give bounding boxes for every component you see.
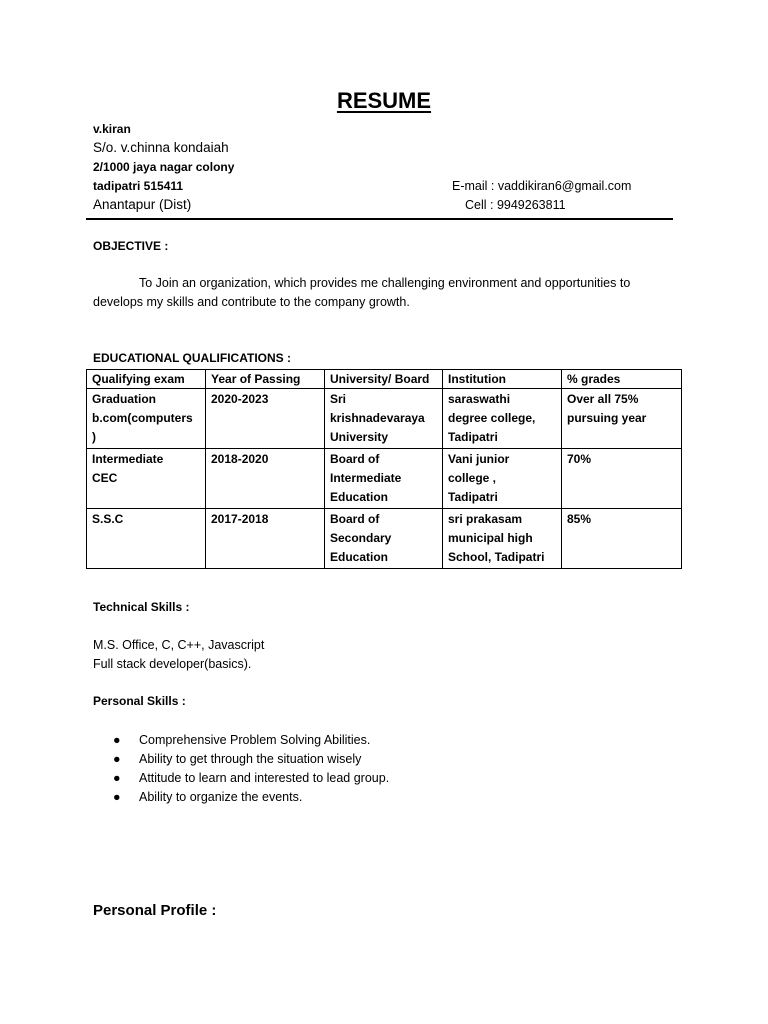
personal-profile-heading: Personal Profile : [93,902,217,919]
column-header: University/ Board [325,370,443,389]
objective-heading: OBJECTIVE : [93,239,169,253]
bullet-icon: ● [113,733,121,747]
year-cell: 2018-2020 [206,449,325,509]
institution-cell: sri prakasam municipal high School, Tadipatri [443,509,562,569]
education-table [86,369,682,569]
column-header: Institution [443,370,562,389]
parent-name: S/o. v.chinna kondaiah [93,140,229,155]
table-row [87,509,682,569]
grades-cell: 70% [562,449,682,509]
column-header: Year of Passing [206,370,325,389]
district: Anantapur (Dist) [93,197,192,212]
exam-cell: S.S.C [87,509,206,569]
year-cell: 2017-2018 [206,509,325,569]
exam-cell: Graduation b.com(computers ) [87,389,206,449]
list-item: ● Ability to organize the events. [113,788,389,807]
technical-skills-heading: Technical Skills : [93,600,190,614]
list-item: ● Comprehensive Problem Solving Abilities. [113,731,389,750]
column-header: % grades [562,370,682,389]
list-item: ● Attitude to learn and interested to lead group. [113,769,389,788]
email: E-mail : vaddikiran6@gmail.com [452,179,632,193]
grades-cell: Over all 75% pursuing year [562,389,682,449]
cell-number: Cell : 9949263811 [465,198,566,212]
bullet-icon: ● [113,771,121,785]
candidate-name: v.kiran [93,122,131,136]
year-cell: 2020-2023 [206,389,325,449]
board-cell: Board of Intermediate Education [325,449,443,509]
column-header: Qualifying exam [87,370,206,389]
table-row [87,449,682,509]
resume-title: RESUME [336,88,432,113]
personal-skills-list [113,731,389,807]
education-heading: EDUCATIONAL QUALIFICATIONS : [93,351,291,365]
objective-line-1: To Join an organization, which provides me challenging environment and opportunities to [139,276,631,290]
technical-skills-line-1: M.S. Office, C, C++, Javascript [93,638,265,652]
personal-skills-heading: Personal Skills : [93,694,186,708]
header-divider [86,218,673,220]
table-header-row [87,370,682,389]
list-item: ● Ability to get through the situation wisely [113,750,389,769]
institution-cell: saraswathi degree college, Tadipatri [443,389,562,449]
technical-skills-line-2: Full stack developer(basics). [93,657,252,671]
table-row [87,389,682,449]
address-line-2: tadipatri 515411 [93,179,184,193]
bullet-icon: ● [113,752,121,766]
institution-cell: Vani junior college , Tadipatri [443,449,562,509]
objective-line-2: develops my skills and contribute to the company growth. [93,295,410,309]
exam-cell: Intermediate CEC [87,449,206,509]
address-line-1: 2/1000 jaya nagar colony [93,160,235,174]
board-cell: Sri krishnadevaraya University [325,389,443,449]
bullet-icon: ● [113,790,121,804]
board-cell: Board of Secondary Education [325,509,443,569]
grades-cell: 85% [562,509,682,569]
